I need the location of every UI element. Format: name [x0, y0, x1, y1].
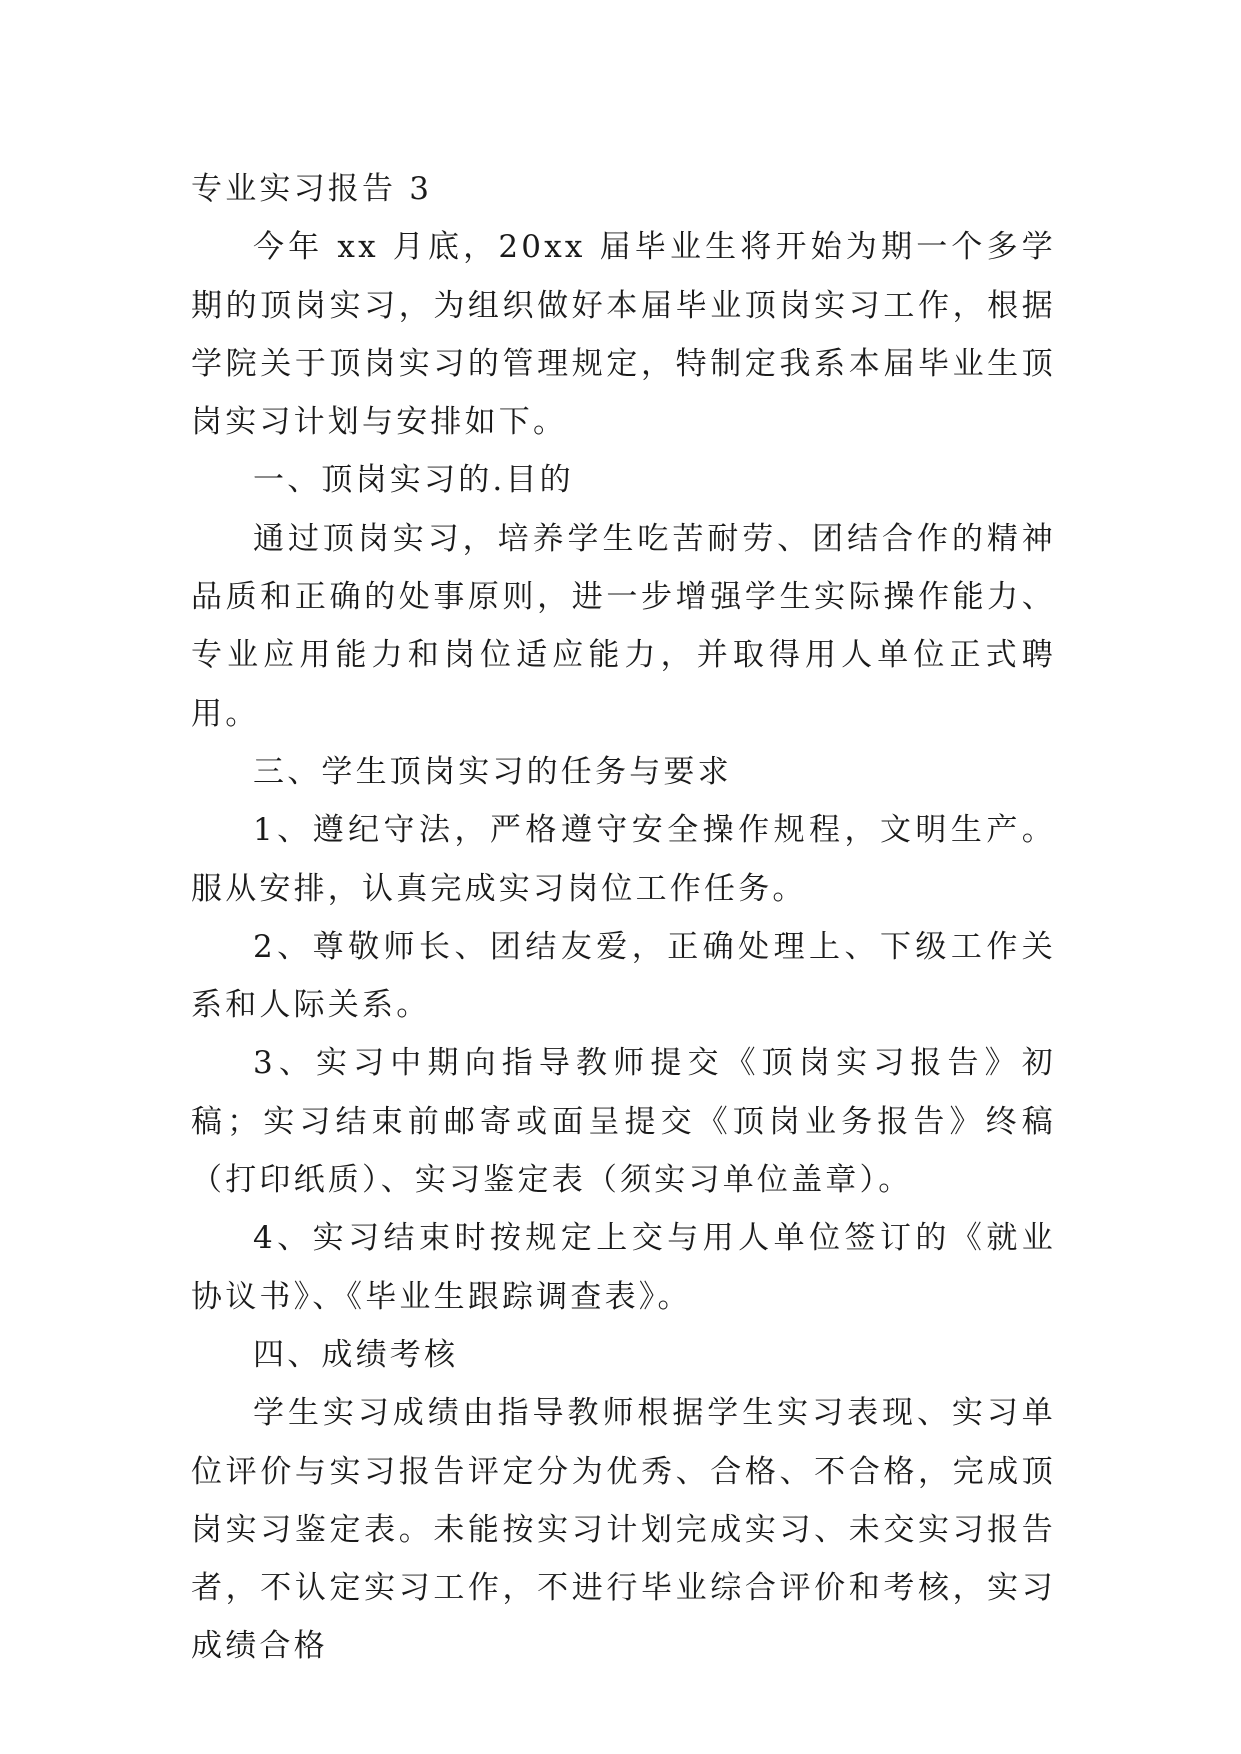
section-heading-purpose: 一、顶岗实习的.目的 [253, 462, 574, 499]
section-heading-tasks: 三、学生顶岗实习的任务与要求 [253, 753, 732, 790]
paragraph-intro: 今年 xx 月底，20xx 届毕业生将开始为期一个多学期的顶岗实习，为组织做好本届毕业顶岗实习工作，根据学院关于顶岗实习的管理规定，特制定我系本届毕业生顶岗实习计划与安排如下。 [191, 229, 1056, 441]
document-title: 专业实习报告 3 [191, 171, 433, 207]
list-item-task-3: 3、实习中期向指导教师提交《顶岗实习报告》初稿；实习结束前邮寄或面呈提交《顶岗业务报告》终稿（打印纸质）、实习鉴定表（须实习单位盖章）。 [191, 1045, 1056, 1199]
paragraph-purpose: 通过顶岗实习，培养学生吃苦耐劳、团结合作的精神品质和正确的处事原则，进一步增强学生实际操作能力、专业应用能力和岗位适应能力，并取得用人单位正式聘用。 [191, 520, 1056, 732]
section-heading-assessment: 四、成绩考核 [253, 1336, 459, 1373]
list-item-task-4: 4、实习结束时按规定上交与用人单位签订的《就业协议书》、《毕业生跟踪调查表》。 [191, 1220, 1056, 1315]
list-item-task-2: 2、尊敬师长、团结友爱，正确处理上、下级工作关系和人际关系。 [191, 928, 1056, 1024]
document-body [191, 160, 1056, 1676]
paragraph-assessment: 学生实习成绩由指导教师根据学生实习表现、实习单位评价与实习报告评定分为优秀、合格、不合格，完成顶岗实习鉴定表。未能按实习计划完成实习、未交实习报告者，不认定实习工作，不进行毕业综合评价和考核，实习成绩合格 [191, 1395, 1056, 1665]
list-item-task-1: 1、遵纪守法，严格遵守安全操作规程，文明生产。服从安排，认真完成实习岗位工作任务。 [191, 812, 1056, 907]
